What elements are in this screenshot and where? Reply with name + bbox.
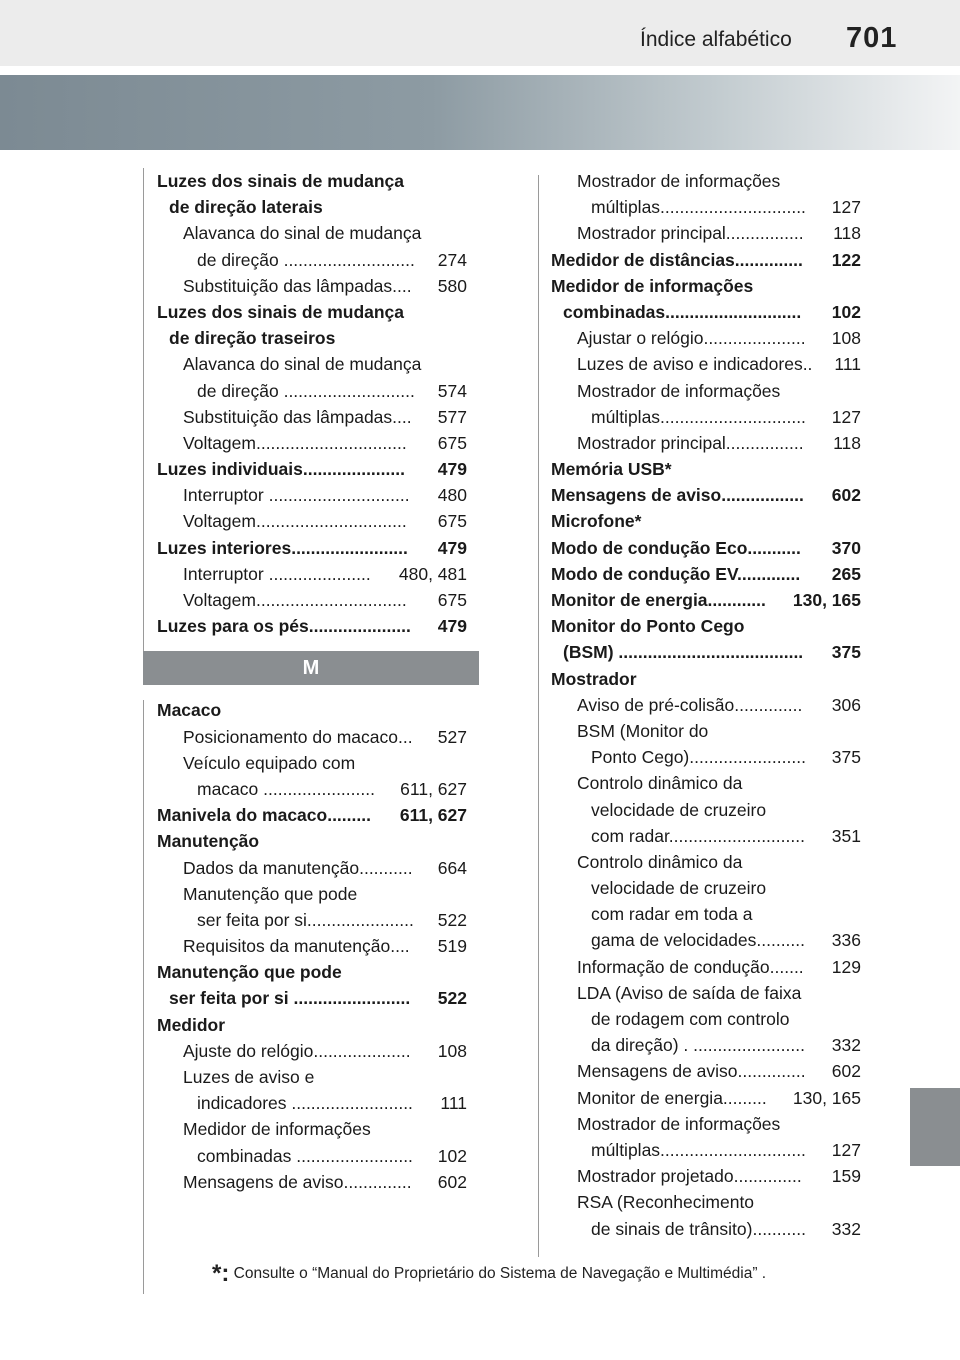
index-entry xyxy=(157,1038,467,1064)
section-title: Índice alfabético xyxy=(640,28,792,51)
index-entry xyxy=(157,724,467,750)
index-entry xyxy=(157,351,467,377)
index-entry-text: Controlo dinâmico da xyxy=(577,851,743,872)
index-entry-text: Mostrador principal................ xyxy=(577,223,804,244)
index-entry-text: Interruptor ..................... xyxy=(183,563,371,584)
index-entry-page: 375 xyxy=(831,642,861,663)
index-entry-page: 111 xyxy=(440,1093,467,1114)
index-entry-text: Ajuste do relógio.................... xyxy=(183,1040,411,1061)
index-entry-page: 580 xyxy=(437,275,467,296)
index-entry xyxy=(157,1012,467,1038)
index-entry-text: Memória USB* xyxy=(551,459,672,480)
index-entry-text: Modo de condução EV............. xyxy=(551,563,801,584)
index-entry-text: de sinais de trânsito)........... xyxy=(591,1218,806,1239)
index-entry xyxy=(551,744,861,770)
index-entry-text: Medidor de distâncias.............. xyxy=(551,249,803,270)
index-entry-text: ser feita por si ........................ xyxy=(169,988,411,1009)
index-entry-text: múltiplas.............................. xyxy=(591,197,806,218)
index-entry-text: Medidor de informações xyxy=(551,275,754,296)
index-entry-text: Luzes dos sinais de mudança xyxy=(157,171,405,191)
index-group-m xyxy=(157,697,467,1195)
index-entry xyxy=(551,797,861,823)
index-entry-text: RSA (Reconhecimento xyxy=(577,1192,755,1213)
index-entry-text: BSM (Monitor do xyxy=(577,720,709,741)
index-entry xyxy=(157,697,467,723)
index-entry-page: 127 xyxy=(831,1139,861,1160)
index-entry xyxy=(157,828,467,854)
index-entry-text: Modo de condução Eco........... xyxy=(551,537,801,558)
index-entry xyxy=(157,985,467,1011)
index-entry-page: 111 xyxy=(834,354,861,375)
index-entry-text: macaco ....................... xyxy=(197,778,375,799)
index-entry xyxy=(551,351,861,377)
index-entry xyxy=(551,535,861,561)
index-entry-text: Manutenção que pode xyxy=(183,883,358,904)
index-entry-text: Luzes de aviso e indicadores.. xyxy=(577,354,813,375)
index-entry-text: Veículo equipado com xyxy=(183,752,356,773)
index-entry-text: de rodagem com controlo xyxy=(591,1009,790,1029)
index-entry-text: Ajustar o relógio..................... xyxy=(577,328,806,349)
index-entry-text: Aviso de pré-colisão.............. xyxy=(577,694,803,715)
index-entry-page: 332 xyxy=(831,1218,861,1239)
index-entry xyxy=(157,168,467,194)
index-entry-text: Luzes interiores........................ xyxy=(157,537,408,558)
index-entry-text: velocidade de cruzeiro xyxy=(591,878,767,899)
index-entry xyxy=(157,1064,467,1090)
index-entry-page: 479 xyxy=(437,537,467,558)
index-entry xyxy=(551,404,861,430)
index-entry xyxy=(551,273,861,299)
index-entry xyxy=(157,561,467,587)
index-entry xyxy=(551,666,861,692)
index-entry xyxy=(157,1116,467,1142)
index-entry xyxy=(157,508,467,534)
index-entry xyxy=(157,325,467,351)
index-entry xyxy=(551,1216,861,1242)
index-entry xyxy=(551,1111,861,1137)
index-entry xyxy=(157,587,467,613)
index-entry-page: 574 xyxy=(437,380,467,401)
index-entry-text: velocidade de cruzeiro xyxy=(591,799,767,820)
index-entry-text: Mostrador projetado.............. xyxy=(577,1166,802,1187)
index-entry-text: Posicionamento do macaco... xyxy=(183,726,413,747)
index-entry-text: ser feita por si...................... xyxy=(197,909,414,930)
index-entry xyxy=(157,273,467,299)
index-entry-text: Mostrador de informações xyxy=(577,1113,781,1134)
index-entry xyxy=(551,247,861,273)
index-entry xyxy=(157,802,467,828)
index-entry xyxy=(157,194,467,220)
index-entry-text: Mostrador principal................ xyxy=(577,432,804,453)
index-entry xyxy=(551,1032,861,1058)
column-divider-left xyxy=(143,168,144,664)
index-entry-text: Voltagem............................... xyxy=(183,432,407,453)
index-entry-page: 527 xyxy=(437,726,467,747)
index-entry xyxy=(551,325,861,351)
index-entry xyxy=(551,220,861,246)
index-entry xyxy=(157,1143,467,1169)
chapter-tab xyxy=(910,1088,960,1166)
index-entry-page: 602 xyxy=(831,1061,861,1082)
footnote-marker: *: xyxy=(212,1260,230,1287)
index-entry xyxy=(157,613,467,639)
index-entry-text: Alavanca do sinal de mudança xyxy=(183,354,422,375)
index-entry-text: combinadas............................ xyxy=(563,301,802,322)
index-entry-page: 336 xyxy=(831,930,861,951)
index-entry xyxy=(551,299,861,325)
index-entry-text: Monitor de energia............ xyxy=(551,590,766,610)
index-entry-text: Luzes para os pés..................... xyxy=(157,616,411,637)
index-entry xyxy=(551,613,861,639)
index-entry-page: 122 xyxy=(831,249,861,270)
index-entry xyxy=(551,1137,861,1163)
index-entry-text: Mensagens de aviso................. xyxy=(551,485,804,506)
index-entry xyxy=(551,718,861,744)
index-entry xyxy=(551,1085,861,1111)
index-entry xyxy=(551,639,861,665)
index-entry-text: indicadores ......................... xyxy=(197,1093,413,1114)
index-entry-page: 130, 165 xyxy=(792,590,861,610)
index-entry-page: 108 xyxy=(831,328,861,349)
index-entry-text: com radar em toda a xyxy=(591,904,753,925)
index-entry xyxy=(551,1163,861,1189)
index-entry-page: 274 xyxy=(437,249,467,270)
index-entry xyxy=(157,933,467,959)
index-entry xyxy=(157,959,467,985)
index-entry-text: Macaco xyxy=(157,700,222,721)
index-entry-text: com radar............................ xyxy=(591,825,805,846)
index-entry xyxy=(551,561,861,587)
index-entry-text: LDA (Aviso de saída de faixa xyxy=(577,982,802,1003)
index-entry-text: Dados da manutenção........... xyxy=(183,857,413,878)
index-entry-text: Ponto Cego)........................ xyxy=(591,747,806,768)
index-entry-page: 675 xyxy=(437,590,467,610)
index-entry-page: 127 xyxy=(831,406,861,427)
index-entry-page: 479 xyxy=(437,459,467,480)
index-entry-page: 118 xyxy=(833,432,861,453)
index-entry xyxy=(551,823,861,849)
footnote xyxy=(212,1257,766,1285)
index-entry-text: Informação de condução....... xyxy=(577,956,804,977)
index-entry xyxy=(551,194,861,220)
index-entry-text: (BSM) ...................................... xyxy=(563,642,804,663)
index-entry-page: 479 xyxy=(437,616,467,637)
index-entry xyxy=(551,378,861,404)
index-entry-text: Luzes de aviso e xyxy=(183,1067,315,1087)
index-entry xyxy=(551,980,861,1006)
index-entry-text: combinadas ........................ xyxy=(197,1145,413,1166)
index-entry-text: Medidor xyxy=(157,1014,226,1035)
index-entry-text: Monitor do Ponto Cego xyxy=(551,616,745,637)
index-entry xyxy=(551,875,861,901)
index-entry-page: 375 xyxy=(831,747,861,768)
index-entry-page: 351 xyxy=(831,825,861,846)
index-entry-page: 108 xyxy=(437,1040,467,1061)
index-entry xyxy=(551,770,861,796)
index-entry-text: múltiplas.............................. xyxy=(591,1139,806,1160)
index-entry-text: de direção laterais xyxy=(169,197,323,218)
index-entry-page: 370 xyxy=(831,537,861,558)
index-entry-page: 602 xyxy=(831,485,861,506)
index-entry xyxy=(551,954,861,980)
page-number: 701 xyxy=(846,22,898,54)
index-entry xyxy=(551,849,861,875)
section-letter: M xyxy=(302,657,320,680)
index-entry-text: Voltagem............................... xyxy=(183,590,407,610)
index-entry-text: Voltagem............................... xyxy=(183,511,407,532)
index-group-m-continued xyxy=(551,168,861,1242)
index-entry-text: de direção ........................... xyxy=(197,380,415,401)
page-header xyxy=(0,0,960,66)
index-entry xyxy=(157,776,467,802)
index-entry-page: 522 xyxy=(437,988,467,1009)
index-entry xyxy=(551,482,861,508)
index-entry-text: gama de velocidades.......... xyxy=(591,930,806,951)
index-entry xyxy=(157,220,467,246)
index-entry-page: 522 xyxy=(437,909,467,930)
index-entry-page: 611, 627 xyxy=(400,778,467,799)
index-entry-text: Substituição das lâmpadas.... xyxy=(183,406,412,427)
index-entry xyxy=(157,907,467,933)
footnote-text: Consulte o “Manual do Proprietário do Sistema de Navegação e Multimédia” . xyxy=(233,1265,767,1282)
index-entry-page: 127 xyxy=(831,197,861,218)
index-entry-page: 159 xyxy=(831,1166,861,1187)
index-entry-page: 102 xyxy=(437,1145,467,1166)
index-entry-text: Manutenção xyxy=(157,831,260,852)
index-entry-page: 129 xyxy=(831,956,861,977)
index-entry xyxy=(157,1090,467,1116)
index-entry-text: Controlo dinâmico da xyxy=(577,773,743,794)
index-entry-text: de direção traseiros xyxy=(169,328,336,349)
index-entry-text: Alavanca do sinal de mudança xyxy=(183,223,422,244)
index-entry-page: 332 xyxy=(831,1035,861,1056)
index-entry xyxy=(551,927,861,953)
index-entry-page: 664 xyxy=(437,857,467,878)
index-entry-page: 675 xyxy=(437,511,467,532)
index-entry xyxy=(551,1006,861,1032)
index-entry-page: 265 xyxy=(831,563,861,584)
index-entry-text: Requisitos da manutenção.... xyxy=(183,936,410,957)
index-entry-page: 611, 627 xyxy=(399,805,467,826)
index-entry-text: Substituição das lâmpadas.... xyxy=(183,275,412,296)
header-gradient-band xyxy=(0,75,960,150)
index-entry-page: 102 xyxy=(831,301,861,322)
index-entry xyxy=(551,508,861,534)
index-entry xyxy=(157,855,467,881)
index-entry-text: múltiplas.............................. xyxy=(591,406,806,427)
index-entry xyxy=(157,404,467,430)
index-entry xyxy=(157,1169,467,1195)
column-divider-middle xyxy=(538,175,539,1257)
index-entry-text: Monitor de energia......... xyxy=(577,1087,767,1108)
index-entry-text: Microfone* xyxy=(551,511,642,532)
index-entry-text: Interruptor ............................. xyxy=(183,485,410,506)
index-entry-page: 130, 165 xyxy=(792,1087,861,1108)
index-entry xyxy=(157,750,467,776)
index-entry xyxy=(157,456,467,482)
index-entry xyxy=(551,430,861,456)
index-entry xyxy=(157,299,467,325)
index-entry-text: Mostrador de informações xyxy=(577,380,781,401)
index-entry-text: Mensagens de aviso.............. xyxy=(183,1171,412,1192)
section-letter-band xyxy=(143,651,479,685)
index-column-left xyxy=(157,168,467,1195)
index-entry-page: 519 xyxy=(437,936,467,957)
index-entry xyxy=(157,535,467,561)
index-entry-page: 480, 481 xyxy=(398,563,467,584)
index-entry xyxy=(551,1058,861,1084)
index-entry xyxy=(551,587,861,613)
index-entry xyxy=(551,692,861,718)
index-entry xyxy=(157,247,467,273)
index-entry-page: 118 xyxy=(833,223,861,244)
index-group-l xyxy=(157,168,467,639)
index-entry-text: Luzes dos sinais de mudança xyxy=(157,301,405,322)
index-entry xyxy=(551,168,861,194)
index-entry-text: Luzes individuais..................... xyxy=(157,459,405,480)
index-entry-page: 602 xyxy=(437,1171,467,1192)
index-entry-text: Medidor de informações xyxy=(183,1119,371,1140)
index-entry xyxy=(551,901,861,927)
index-entry xyxy=(551,456,861,482)
index-entry xyxy=(157,430,467,456)
index-entry xyxy=(157,482,467,508)
index-entry-text: Manutenção que pode xyxy=(157,962,342,983)
index-column-right xyxy=(551,168,861,1242)
index-entry-text: Mensagens de aviso.............. xyxy=(577,1061,806,1082)
index-entry-text: de direção ........................... xyxy=(197,249,415,270)
index-entry xyxy=(551,1189,861,1215)
index-entry xyxy=(157,881,467,907)
index-entry-text: Mostrador de informações xyxy=(577,171,781,191)
column-divider-left-lower xyxy=(143,700,144,1294)
index-entry xyxy=(157,378,467,404)
index-entry-page: 675 xyxy=(437,432,467,453)
index-entry-text: Mostrador xyxy=(551,668,637,689)
index-entry-page: 306 xyxy=(831,694,861,715)
index-entry-page: 577 xyxy=(437,406,467,427)
index-entry-page: 480 xyxy=(437,485,467,506)
index-entry-text: Manivela do macaco......... xyxy=(157,805,371,826)
index-entry-text: da direção) . ....................... xyxy=(591,1035,805,1056)
